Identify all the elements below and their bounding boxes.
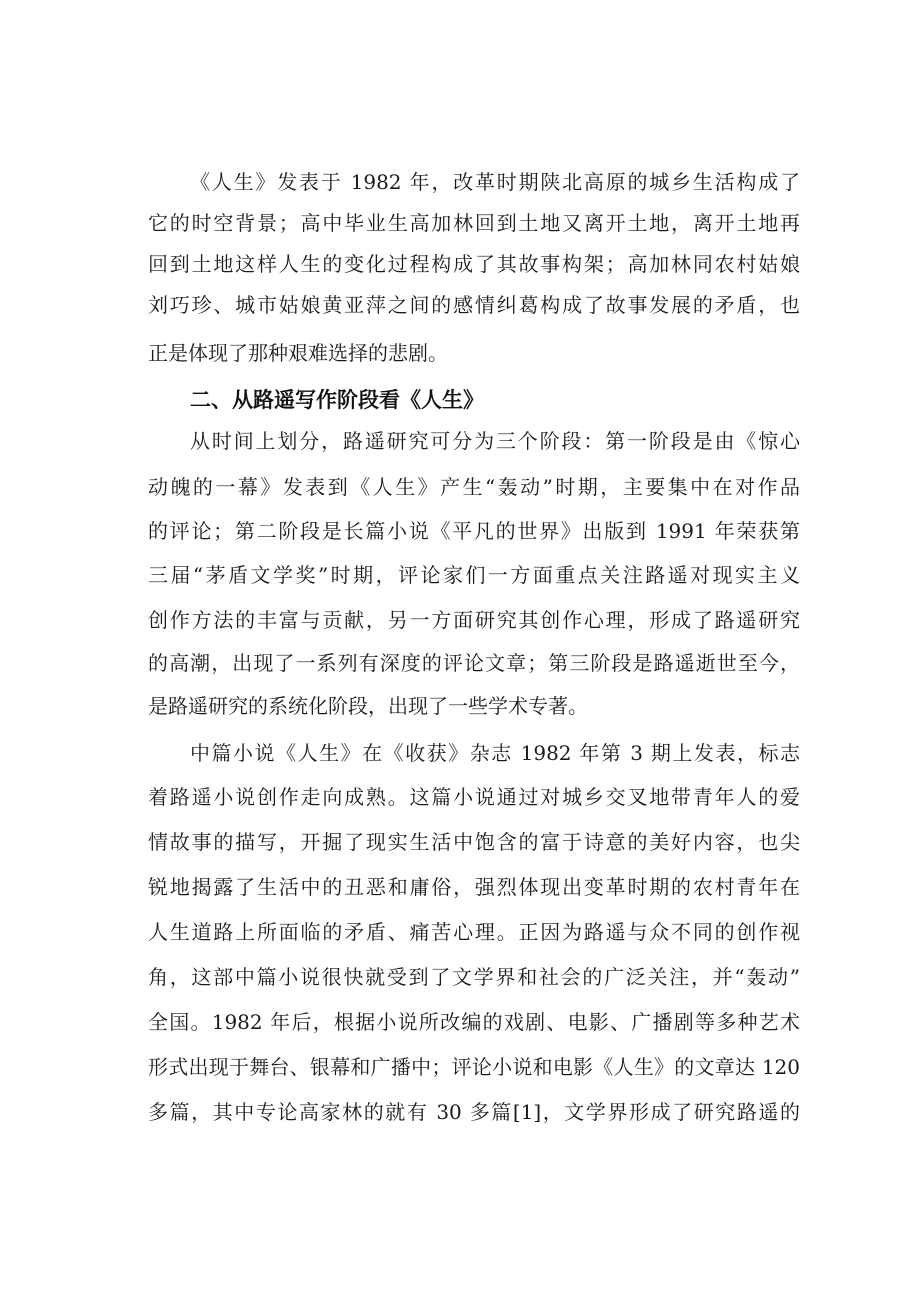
paragraph-line: 是路遥研究的系统化阶段，出现了一些学术专著。: [148, 694, 588, 718]
paragraph-line: 《人生》发表于 1982 年，改革时期陕北高原的城乡生活构成了: [190, 170, 800, 194]
paragraph-line: 动魄的一幕》发表到《人生》产生“轰动”时期，主要集中在对作品: [148, 475, 800, 499]
paragraph-line: 正是体现了那种艰难选择的悲剧。: [148, 341, 448, 365]
paragraph-line: 中篇小说《人生》在《收获》杂志 1982 年第 3 期上发表，标志: [190, 741, 800, 765]
paragraph-line: 多篇，其中专论高家林的就有 30 多篇[1]，文学界形成了研究路遥的: [148, 1100, 800, 1124]
paragraph-line: 创作方法的丰富与贡献，另一方面研究其创作心理，形成了路遥研究: [148, 608, 800, 632]
paragraph-line: 人生道路上所面临的矛盾、痛苦心理。正因为路遥与众不同的创作视: [148, 920, 800, 944]
paragraph-line: 刘巧珍、城市姑娘黄亚萍之间的感情纠葛构成了故事发展的矛盾，也: [148, 293, 800, 317]
paragraph-line: 它的时空背景；高中毕业生高加林回到土地又离开土地，离开土地再: [148, 211, 800, 235]
paragraph-line: 情故事的描写，开掘了现实生活中饱含的富于诗意的美好内容，也尖: [148, 830, 800, 854]
paragraph-line: 从时间上划分，路遥研究可分为三个阶段：第一阶段是由《惊心: [190, 429, 800, 453]
paragraph-line: 着路遥小说创作走向成熟。这篇小说通过对城乡交叉地带青年人的爱: [148, 785, 800, 809]
paragraph-line: 角，这部中篇小说很快就受到了文学界和社会的广泛关注，并“轰动”: [148, 965, 800, 989]
section-heading: 二、从路遥写作阶段看《人生》: [190, 388, 484, 412]
paragraph-line: 回到土地这样人生的变化过程构成了其故事构架；高加林同农村姑娘: [148, 252, 800, 276]
paragraph-line: 全国。1982 年后，根据小说所改编的戏剧、电影、广播剧等多种艺术: [148, 1010, 800, 1034]
paragraph-line: 三届“茅盾文学奖”时期，评论家们一方面重点关注路遥对现实主义: [148, 563, 800, 587]
paragraph-line: 的高潮，出现了一系列有深度的评论文章；第三阶段是路遥逝世至今，: [148, 651, 800, 675]
paragraph-line: 形式出现于舞台、银幕和广播中；评论小说和电影《人生》的文章达 120: [148, 1055, 800, 1079]
paragraph-line: 的评论；第二阶段是长篇小说《平凡的世界》出版到 1991 年荣获第: [148, 519, 800, 543]
paragraph-line: 锐地揭露了生活中的丑恶和庸俗，强烈体现出变革时期的农村青年在: [148, 875, 800, 899]
